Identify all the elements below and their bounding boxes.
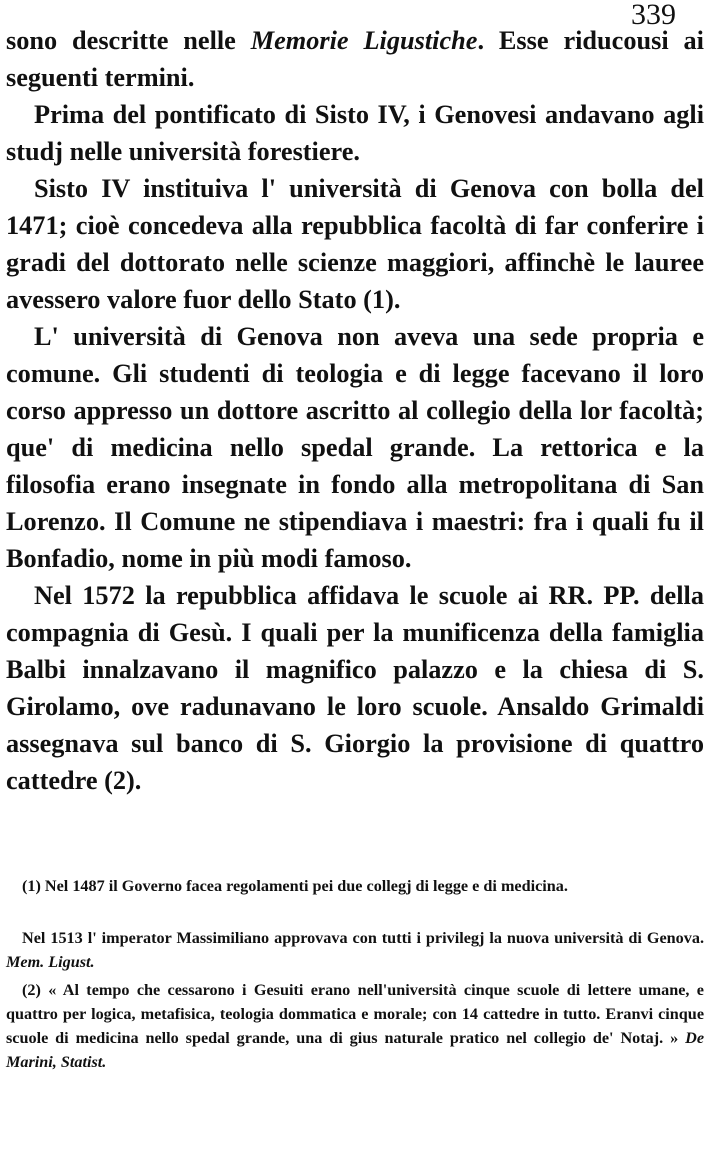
footnote-1-citation: Mem. Ligust. bbox=[6, 953, 95, 971]
paragraph-1-text-start: sono descritte nelle bbox=[6, 26, 251, 55]
footnote-1-text: (1) Nel 1487 il Governo facea regolamenti pei due collegj di legge e di medicina. bbox=[22, 877, 568, 895]
footnote-1-continued-text: Nel 1513 l' imperator Massimiliano approvava con tutti i privilegj la nuova università di Genova. bbox=[22, 929, 704, 947]
page-number: 339 bbox=[631, 0, 676, 31]
paragraph-3: Sisto IV instituiva l' università di Genova con bolla del 1471; cioè concedeva alla repubblica facoltà di far conferire i gradi del dottorato nelle scienze maggiori, affinchè le lauree avessero valore fuor dello Stato (1). bbox=[6, 174, 704, 314]
footnote-1 bbox=[6, 874, 704, 898]
footnote-1-continued bbox=[6, 926, 704, 974]
footnote-2-citation: De Marini, Statist. bbox=[6, 1029, 704, 1071]
footnote-2-text: (2) « Al tempo che cessarono i Gesuiti erano nell'università cinque scuole di lettere umane, e quattro per logica, metafisica, teologia dommatica e morale; con 14 cattedre in tutto. Eranvi cinque scuole di medicina nello spedal grande, una di gius naturale pratico nel collegio de' Notaj. » bbox=[6, 981, 704, 1047]
footnote-2 bbox=[6, 978, 704, 1074]
main-text bbox=[6, 22, 704, 799]
paragraph-1-text-end: . Esse riducousi ai seguenti termini. bbox=[6, 26, 704, 92]
paragraph-4: L' università di Genova non aveva una sede propria e comune. Gli studenti di teologia e di legge facevano il loro corso appresso un dottore ascritto al collegio della lor facoltà; que' di medicina nello spedal grande. La rettorica e la filosofia erano insegnate in fondo alla metropolitana di San Lorenzo. Il Comune ne stipendiava i maestri: fra i quali fu il Bonfadio, nome in più modi famoso. bbox=[6, 322, 704, 573]
paragraph-1 bbox=[6, 22, 704, 96]
paragraph-2: Prima del pontificato di Sisto IV, i Genovesi andavano agli studj nelle università forestiere. bbox=[6, 100, 704, 166]
paragraph-5: Nel 1572 la repubblica affidava le scuole ai RR. PP. della compagnia di Gesù. I quali per la munificenza della famiglia Balbi innalzavano il magnifico palazzo e la chiesa di S. Girolamo, ove radunavano le loro scuole. Ansaldo Grimaldi assegnava sul banco di S. Giorgio la provisione di quattro cattedre (2). bbox=[6, 581, 704, 795]
paragraph-1-italic-title: Memorie Ligustiche bbox=[250, 26, 478, 55]
